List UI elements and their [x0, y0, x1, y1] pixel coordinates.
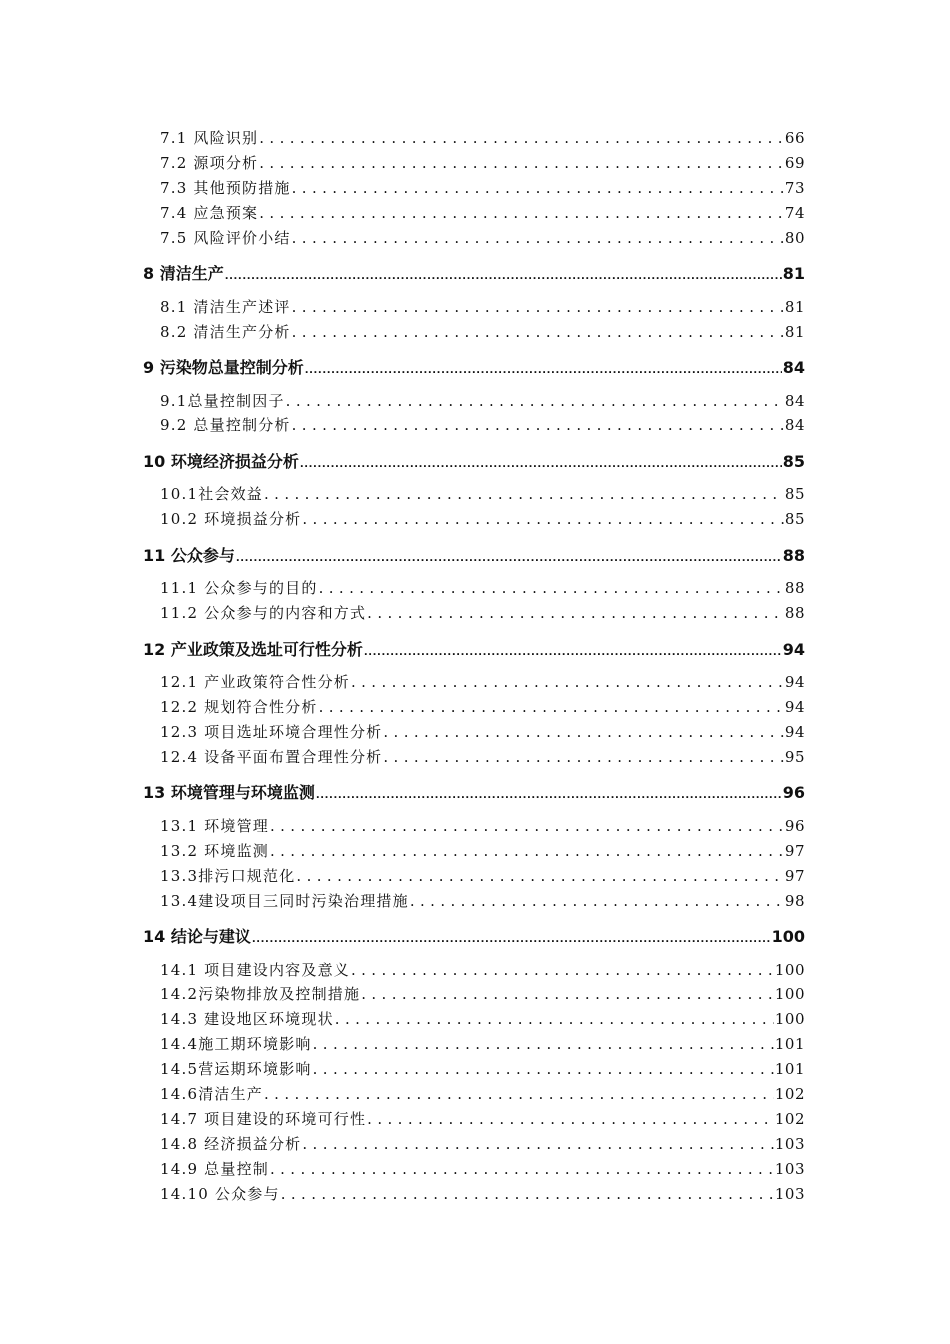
dot-leader [313, 1060, 774, 1078]
toc-entry-title: 8 清洁生产 [143, 264, 224, 283]
dot-leader [302, 1135, 773, 1153]
toc-entry-title: 13.2 环境监测 [160, 842, 269, 860]
dot-leader [296, 867, 784, 885]
toc-section-entry[interactable] [0, 177, 950, 198]
toc-entry-title: 7.4 应急预案 [160, 204, 259, 222]
toc-entry-title: 14.3 建设地区环境现状 [160, 1010, 334, 1028]
toc-section-entry[interactable] [0, 1108, 950, 1129]
toc-section-entry[interactable] [0, 1183, 950, 1204]
toc-section-entry[interactable] [0, 321, 950, 342]
toc-entry-title: 9.1总量控制因子 [160, 392, 285, 410]
toc-entry-page-number: 73 [784, 179, 805, 197]
toc-entry-title: 14.8 经济损益分析 [160, 1135, 302, 1153]
toc-entry-title: 13.4建设项目三同时污染治理措施 [160, 892, 409, 910]
toc-entry-page-number: 97 [784, 842, 805, 860]
toc-section-entry[interactable] [0, 746, 950, 767]
toc-entry-title: 12.2 规划符合性分析 [160, 698, 318, 716]
toc-chapter-entry[interactable] [0, 355, 950, 378]
dot-leader [270, 817, 784, 835]
toc-entry-title: 14.7 项目建设的环境可行性 [160, 1110, 367, 1128]
toc-entry-page-number: 102 [774, 1085, 805, 1103]
dot-leader [292, 229, 784, 247]
toc-section-entry[interactable] [0, 696, 950, 717]
toc-entry-title: 10.2 环境损益分析 [160, 510, 302, 528]
toc-entry-page-number: 85 [782, 452, 805, 471]
dot-leader [319, 698, 784, 716]
toc-section-entry[interactable] [0, 721, 950, 742]
toc-entry-page-number: 98 [784, 892, 805, 910]
dot-leader [316, 790, 782, 801]
toc-entry-page-number: 94 [784, 698, 805, 716]
dot-leader [236, 553, 782, 564]
dot-leader [225, 271, 782, 282]
toc-entry-page-number: 101 [774, 1035, 805, 1053]
dot-leader [264, 485, 784, 503]
toc-entry-title: 12.1 产业政策符合性分析 [160, 673, 350, 691]
toc-entry-title: 14 结论与建议 [143, 927, 251, 946]
toc-chapter-entry[interactable] [0, 261, 950, 284]
dot-leader [259, 154, 784, 172]
toc-entry-title: 14.6清洁生产 [160, 1085, 263, 1103]
toc-entry-title: 14.10 公众参与 [160, 1185, 280, 1203]
dot-leader [252, 934, 771, 945]
toc-section-entry[interactable] [0, 983, 950, 1004]
dot-leader [292, 298, 784, 316]
toc-section-entry[interactable] [0, 296, 950, 317]
toc-entry-title: 8.1 清洁生产述评 [160, 298, 291, 316]
toc-entry-page-number: 84 [784, 416, 805, 434]
toc-entry-title: 13.3排污口规范化 [160, 867, 296, 885]
toc-section-entry[interactable] [0, 202, 950, 223]
dot-leader [264, 1085, 774, 1103]
toc-section-entry[interactable] [0, 152, 950, 173]
toc-chapter-entry[interactable] [0, 780, 950, 803]
dot-leader [302, 510, 784, 528]
dot-leader [292, 179, 784, 197]
toc-section-entry[interactable] [0, 227, 950, 248]
toc-entry-title: 10 环境经济损益分析 [143, 452, 299, 471]
toc-entry-title: 9.2 总量控制分析 [160, 416, 291, 434]
dot-leader [367, 1110, 774, 1128]
toc-section-entry[interactable] [0, 840, 950, 861]
dot-leader [383, 748, 784, 766]
dot-leader [292, 416, 784, 434]
toc-entry-title: 14.9 总量控制 [160, 1160, 269, 1178]
toc-entry-page-number: 94 [784, 723, 805, 741]
toc-entry-title: 12 产业政策及选址可行性分析 [143, 640, 363, 659]
dot-leader [270, 842, 784, 860]
toc-entry-page-number: 85 [784, 510, 805, 528]
toc-section-entry[interactable] [0, 815, 950, 836]
toc-section-entry[interactable] [0, 1033, 950, 1054]
toc-entry-page-number: 100 [774, 985, 805, 1003]
toc-entry-page-number: 96 [784, 817, 805, 835]
toc-entry-title: 8.2 清洁生产分析 [160, 323, 291, 341]
dot-leader [259, 129, 784, 147]
toc-entry-title: 11 公众参与 [143, 546, 235, 565]
toc-chapter-entry[interactable] [0, 449, 950, 472]
dot-leader [410, 892, 784, 910]
toc-entry-page-number: 74 [784, 204, 805, 222]
dot-leader [281, 1185, 774, 1203]
toc-entry-page-number: 100 [774, 961, 805, 979]
dot-leader [286, 392, 784, 410]
dot-leader [319, 579, 784, 597]
toc-entry-title: 10.1社会效益 [160, 485, 263, 503]
toc-section-entry[interactable] [0, 577, 950, 598]
toc-section-entry[interactable] [0, 1158, 950, 1179]
dot-leader [367, 604, 784, 622]
toc-entry-title: 14.4施工期环境影响 [160, 1035, 312, 1053]
toc-entry-page-number: 95 [784, 748, 805, 766]
toc-entry-page-number: 88 [784, 579, 805, 597]
toc-entry-page-number: 100 [771, 927, 805, 946]
toc-section-entry[interactable] [0, 1133, 950, 1154]
toc-entry-page-number: 66 [784, 129, 805, 147]
toc-entry-title: 13 环境管理与环境监测 [143, 783, 315, 802]
toc-entry-page-number: 81 [782, 264, 805, 283]
toc-entry-title: 13.1 环境管理 [160, 817, 269, 835]
toc-entry-page-number: 81 [784, 323, 805, 341]
dot-leader [383, 723, 784, 741]
toc-entry-page-number: 80 [784, 229, 805, 247]
toc-entry-title: 7.1 风险识别 [160, 129, 259, 147]
dot-leader [351, 673, 784, 691]
toc-entry-page-number: 88 [782, 546, 805, 565]
toc-section-entry[interactable] [0, 1083, 950, 1104]
toc-section-entry[interactable] [0, 865, 950, 886]
toc-entry-title: 7.3 其他预防措施 [160, 179, 291, 197]
dot-leader [351, 961, 774, 979]
toc-entry-page-number: 103 [774, 1160, 805, 1178]
dot-leader [364, 647, 782, 658]
toc-section-entry[interactable] [0, 1008, 950, 1029]
dot-leader [300, 459, 782, 470]
dot-leader [270, 1160, 774, 1178]
toc-entry-title: 11.1 公众参与的目的 [160, 579, 318, 597]
dot-leader [361, 985, 774, 1003]
toc-entry-page-number: 81 [784, 298, 805, 316]
toc-entry-page-number: 96 [782, 783, 805, 802]
toc-entry-page-number: 69 [784, 154, 805, 172]
toc-chapter-entry[interactable] [0, 543, 950, 566]
toc-section-entry[interactable] [0, 508, 950, 529]
toc-entry-page-number: 94 [782, 640, 805, 659]
toc-entry-title: 14.2污染物排放及控制措施 [160, 985, 361, 1003]
toc-section-entry[interactable] [0, 414, 950, 435]
toc-entry-title: 12.3 项目选址环境合理性分析 [160, 723, 383, 741]
toc-chapter-entry[interactable] [0, 637, 950, 660]
dot-leader [305, 365, 782, 376]
toc-entry-title: 14.5营运期环境影响 [160, 1060, 312, 1078]
toc-chapter-entry[interactable] [0, 924, 950, 947]
toc-entry-page-number: 84 [784, 392, 805, 410]
toc-section-entry[interactable] [0, 390, 950, 411]
toc-section-entry[interactable] [0, 959, 950, 980]
toc-entry-page-number: 94 [784, 673, 805, 691]
toc-entry-page-number: 101 [774, 1060, 805, 1078]
dot-leader [335, 1010, 774, 1028]
dot-leader [259, 204, 784, 222]
toc-section-entry[interactable] [0, 890, 950, 911]
toc-entry-page-number: 84 [782, 358, 805, 377]
toc-entry-page-number: 97 [784, 867, 805, 885]
dot-leader [313, 1035, 774, 1053]
toc-entry-title: 7.2 源项分析 [160, 154, 259, 172]
toc-entry-page-number: 88 [784, 604, 805, 622]
toc-entry-page-number: 102 [774, 1110, 805, 1128]
toc-section-entry[interactable] [0, 1058, 950, 1079]
dot-leader [292, 323, 784, 341]
toc-entry-page-number: 100 [774, 1010, 805, 1028]
toc-entry-page-number: 85 [784, 485, 805, 503]
toc-entry-title: 7.5 风险评价小结 [160, 229, 291, 247]
toc-entry-page-number: 103 [774, 1185, 805, 1203]
toc-section-entry[interactable] [0, 602, 950, 623]
toc-entry-title: 12.4 设备平面布置合理性分析 [160, 748, 383, 766]
toc-entry-title: 9 污染物总量控制分析 [143, 358, 304, 377]
toc-entry-title: 14.1 项目建设内容及意义 [160, 961, 350, 979]
toc-section-entry[interactable] [0, 671, 950, 692]
toc-section-entry[interactable] [0, 483, 950, 504]
toc-section-entry[interactable] [0, 127, 950, 148]
toc-entry-page-number: 103 [774, 1135, 805, 1153]
toc-entry-title: 11.2 公众参与的内容和方式 [160, 604, 367, 622]
